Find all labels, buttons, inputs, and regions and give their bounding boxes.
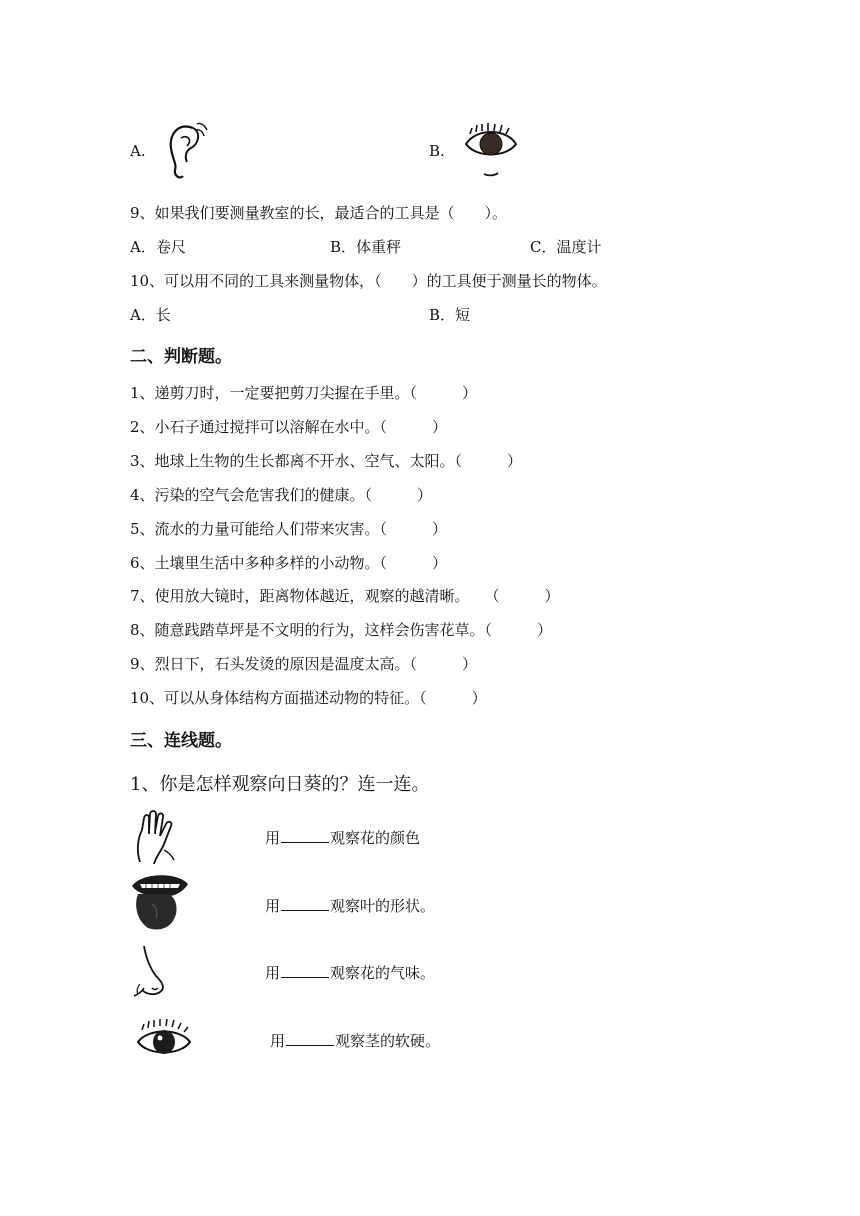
tf-item-3: 3、地球上生物的生长都离不开水、空气、太阳。（ ） [130, 452, 523, 470]
match-row-4-blank[interactable] [286, 1031, 334, 1046]
match-row-1-suffix: 观察花的颜色 [330, 829, 421, 847]
q9-option-c: C．温度计 [530, 238, 602, 256]
match-row-1-blank[interactable] [281, 828, 329, 843]
section-2-title: 二、判断题。 [130, 347, 232, 367]
tf-item-1: 1、递剪刀时，一定要把剪刀尖握在手里。（ ） [130, 384, 478, 402]
q9-option-b: B．体重秤 [330, 238, 402, 256]
tf-item-4: 4、污染的空气会危害我们的健康。（ ） [130, 486, 433, 504]
q8-option-a-label: A. [130, 142, 146, 160]
tf-item-5: 5、流水的力量可能给人们带来灾害。（ ） [130, 520, 448, 538]
match-row-1-prefix: 用 [265, 829, 281, 847]
match-row-3-suffix: 观察花的气味。 [330, 964, 436, 982]
hand-icon [130, 810, 184, 866]
match-row-3-prefix: 用 [265, 964, 281, 982]
section-3-title: 三、连线题。 [130, 731, 232, 751]
tf-item-6: 6、土壤里生活中多种多样的小动物。（ ） [130, 554, 448, 572]
match-row-2 [265, 895, 435, 916]
q9-stem: 9、如果我们要测量教室的长，最适合的工具是（ ）。 [130, 204, 508, 222]
nose-icon [130, 944, 176, 1000]
q10-option-b: B．短 [429, 306, 471, 324]
q8-option-b-label: B. [429, 142, 445, 160]
match-row-3-blank[interactable] [281, 963, 329, 978]
mouth-icon [128, 868, 192, 932]
q10-stem: 10、可以用不同的工具来测量物体，（ ）的工具便于测量长的物体。 [130, 272, 607, 290]
match-row-4-suffix: 观察茎的软硬。 [335, 1032, 441, 1050]
match-row-2-suffix: 观察叶的形状。 [330, 897, 436, 915]
tf-item-2: 2、小石子通过搅拌可以溶解在水中。（ ） [130, 418, 448, 436]
tf-item-7: 7、使用放大镜时，距离物体越近，观察的越清晰。 （ ） [130, 587, 560, 605]
match-row-2-prefix: 用 [265, 897, 281, 915]
match-row-1 [265, 827, 420, 848]
match-row-2-blank[interactable] [281, 896, 329, 911]
ear-icon [163, 118, 211, 182]
eye-icon [464, 122, 518, 180]
matching-question: 1、你是怎样观察向日葵的？连一连。 [130, 774, 430, 795]
eye-icon [136, 1016, 192, 1060]
q10-option-a: A．长 [130, 306, 171, 324]
q9-option-a: A．卷尺 [130, 238, 186, 256]
tf-item-8: 8、随意践踏草坪是不文明的行为，这样会伤害花草。（ ） [130, 621, 553, 639]
match-row-4-prefix: 用 [270, 1032, 286, 1050]
match-row-3 [265, 962, 435, 983]
match-row-4 [270, 1030, 440, 1051]
tf-item-9: 9、烈日下，石头发烫的原因是温度太高。（ ） [130, 655, 478, 673]
tf-item-10: 10、可以从身体结构方面描述动物的特征。（ ） [130, 689, 487, 707]
